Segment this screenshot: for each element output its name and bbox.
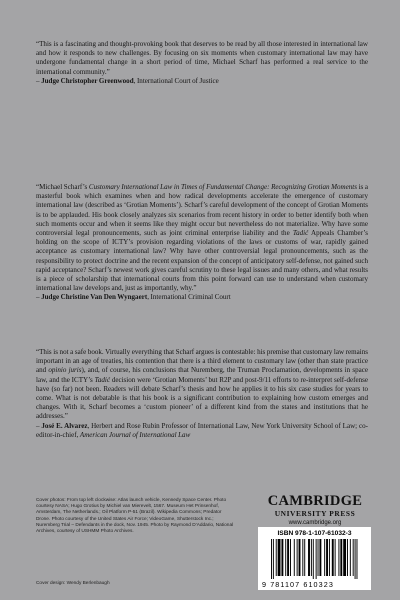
- photo-credits: Cover photos: From top left clockwise: Atlas launch vehicle, Kennedy Space Center. Photo courtesy NASA; Hugo Grotius by Michiel van Mierevelt, 1567. Museum Het Prinsenhof, Amsterdam, The Netherlands.; Oil Platform P-51 (Brazil). Wikipedia Commons; Predator Drone. Photo courtesy of the United States Air Force; VideoGame, Shutterstock Inc.; Nuremberg Trial – Defendants in the dock, Nov. 1945. Photo by Raymond D’Addario, National Archives, courtesy of USHMM Photo Archives.: [36, 498, 234, 535]
- isbn-label: ISBN 978-1-107-61032-3: [277, 530, 352, 537]
- barcode-bar: [304, 539, 305, 576]
- barcode-bar: [313, 539, 314, 579]
- barcode-bar: [278, 539, 281, 576]
- quote-text: “This is a fascinating and thought-provoking book that deserves to be read by all those interested in international law and how it responds to new challenges. By focusing on six moments when customary international law may have undergone fundamental change in a short period of time, Michael Scharf has performed a real service to the international community.”: [36, 40, 368, 76]
- barcode-bar: [318, 539, 319, 576]
- quote-attribution: [36, 77, 368, 86]
- barcode-bar: [294, 539, 295, 576]
- quote-text-part: decision were ‘Grotian Moments’ but R2P and post-9/11 efforts to re-interpret self-defense have (so far) not been. Readers will debate Scharf’s thesis and how he applies it to his six case studies for years to come. What is not debatable is that his book is a significant contribution to explaining how custom emerges and changes. With it, Scharf becomes a ‘custom pioneer’ of a different kind from the states and institutions that he addresses.”: [36, 375, 368, 421]
- barcode-bar: [297, 539, 298, 576]
- barcode-bar: [276, 539, 277, 576]
- barcode-bar: [350, 539, 351, 576]
- publisher-name: CAMBRIDGE: [267, 493, 363, 509]
- endorser-name: Judge Christopher Greenwood: [41, 76, 134, 85]
- barcode-bar: [299, 539, 301, 576]
- case-name: Tadić: [94, 375, 111, 384]
- quote-text-part: “This is not a safe book. Virtually everything that Scharf argues is contestable: his premise that customary law remains important in an age of treaties, his contention that there is a third element to customary law (other than state practice and: [36, 348, 368, 375]
- endorser-affiliation: , International Criminal Court: [147, 293, 231, 302]
- barcode-bar: [338, 539, 339, 576]
- endorser-affiliation: , Herbert and Rose Rubin Professor of International Law, New York University School of Law; co-editor-in-chief,: [36, 421, 368, 439]
- barcode-bar: [316, 539, 317, 579]
- quote-text-part: ), and, of course, his conclusions that Nuremberg, the Truman Proclamation, developments in space law, and the ICTY’s: [36, 366, 368, 384]
- barcode-bar: [308, 539, 310, 576]
- barcode-bar: [343, 539, 346, 576]
- attribution-dash: –: [36, 421, 42, 430]
- barcode-bar: [287, 539, 289, 576]
- barcode-bar: [335, 539, 336, 576]
- quote-attribution: [36, 293, 368, 302]
- quote-attribution: [36, 422, 368, 440]
- barcode-bar: [353, 539, 354, 576]
- cover-design-credit: Cover design: Wendy Berlenbaugh: [36, 581, 110, 586]
- endorser-name: José E. Alvarez: [41, 421, 88, 430]
- barcode-bar: [340, 539, 342, 576]
- barcode-bar: [329, 539, 330, 576]
- barcode-bar: [290, 539, 291, 576]
- barcode-bar: [357, 539, 358, 579]
- barcode-bar: [302, 539, 303, 576]
- endorsement-alvarez: [36, 348, 368, 440]
- barcode-bar: [324, 539, 325, 576]
- quote-text-part: “Michael Scharf’s: [36, 183, 89, 191]
- publisher-logo: [256, 494, 374, 526]
- endorsement-van-den-wyngaert: [36, 183, 368, 303]
- publisher-subtitle: UNIVERSITY PRESS: [274, 509, 356, 518]
- barcode-bar: [271, 539, 272, 579]
- quote-text: [36, 183, 368, 293]
- book-title: Customary International Law in Times of Fundamental Change: Recognizing Grotian Moments: [88, 183, 357, 191]
- latin-term: opinio juris: [48, 366, 82, 375]
- barcode-bar: [326, 539, 328, 576]
- barcode-bar: [281, 539, 283, 576]
- barcode-bar: [311, 539, 312, 576]
- attribution-dash: –: [36, 293, 42, 302]
- barcode-bar: [332, 539, 334, 576]
- publisher-url: www.cambridge.org: [288, 520, 342, 526]
- barcode-bar: [347, 539, 348, 576]
- endorsement-greenwood: [36, 40, 368, 86]
- quote-text-part: Appeals Chamber’s holding on the scope of ICTY’s provision regarding violations of the laws or customs of war, rapidly gained acceptance as customary international law? Why have other controversial legal pronouncements, such as the responsibility to protect doctrine and the recent expansion of the concept of anticipatory self-defense, not gained such rapid acceptance? Scharf’s newest work gives careful scrutiny to these legal issues and many others, and what results is a piece of scholarship that international courts from this point forward can use to understand when customary international law develops and, just as importantly, why.”: [36, 229, 368, 293]
- case-name: Tadić: [292, 229, 309, 238]
- endorser-name: Judge Christine Van Den Wyngaert: [41, 293, 148, 302]
- barcode-digits: 9 781107 610323: [262, 580, 334, 589]
- barcode-bar: [355, 539, 356, 579]
- barcode-bar: [273, 539, 274, 579]
- attribution-dash: –: [36, 76, 42, 85]
- barcode-panel: [258, 527, 371, 590]
- barcode-bar: [285, 539, 286, 576]
- endorser-affiliation: , International Court of Justice: [133, 76, 219, 85]
- journal-title: American Journal of International Law: [79, 430, 191, 439]
- quote-text-part: is a masterful book which examines when and how radical developments accelerate the emergence of customary international law (described as ‘Grotian Moments’). Scharf’s careful development of the concept of Grotian Moments is to be applauded. His book closely analyzes six scenarios from recent history in order to better identify both when such moments occur and when it seems like they might occur but nevertheless do not materialize. Why have some controversial legal pronouncements, such as joint criminal enterprise liability and the: [36, 183, 368, 238]
- barcode-icon: [271, 539, 365, 579]
- quote-text: [36, 348, 368, 422]
- barcode-bar: [319, 539, 321, 576]
